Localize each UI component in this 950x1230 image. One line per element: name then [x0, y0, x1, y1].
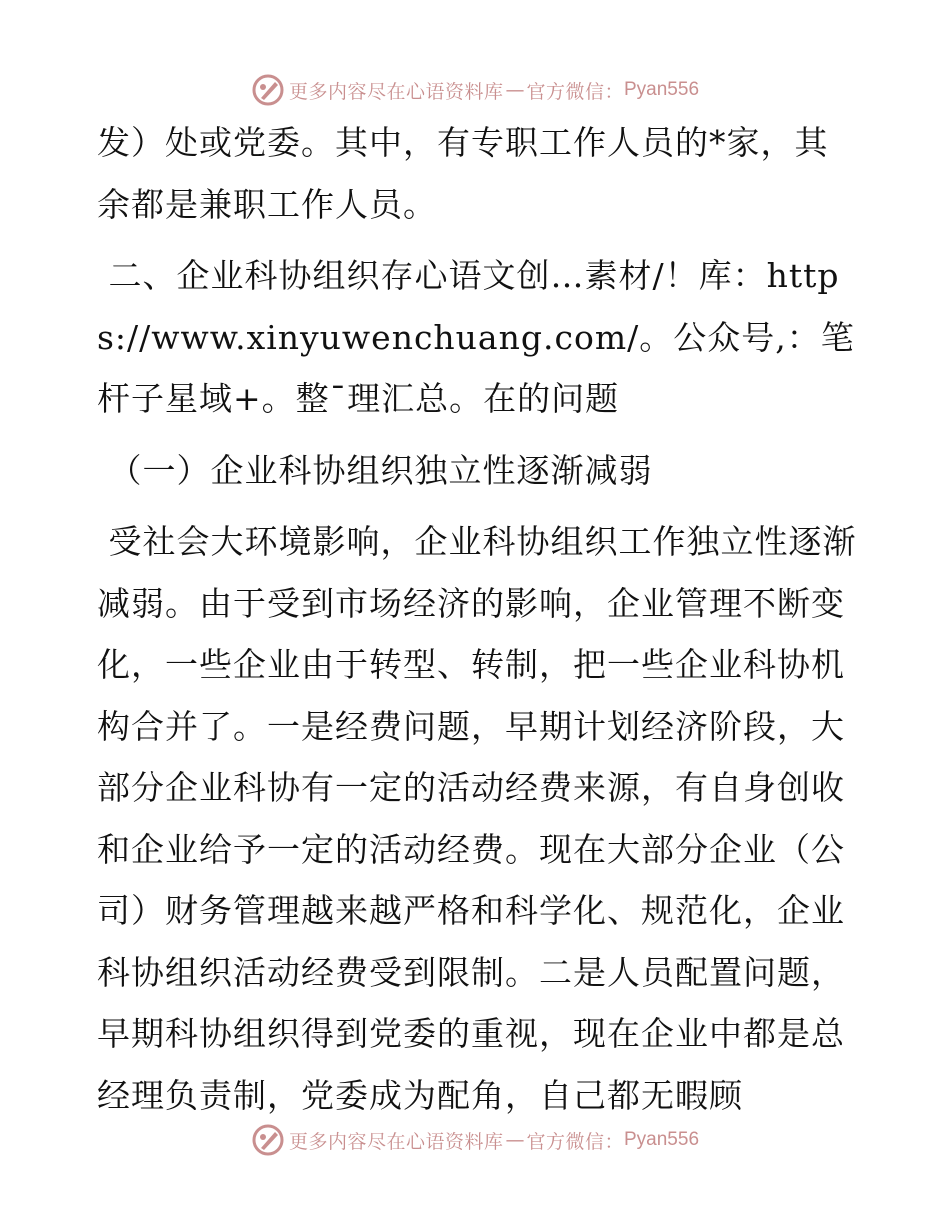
watermark-id: Pyan556	[624, 1129, 700, 1150]
watermark-text: 更多内容尽在心语资料库	[288, 1130, 504, 1153]
header-watermark	[0, 72, 950, 108]
watermark-separator: —	[505, 1129, 525, 1151]
paragraph-body: 受社会大环境影响，企业科协组织工作独立性逐渐减弱。由于受到市场经济的影响，企业管理不断变化，一些企业由于转型、转制，把一些企业科协机构合并了。一是经费问题，早期计划经济阶段，大部分企业科协有一定的活动经费来源，有自身创收和企业给予一定的活动经费。现在大部分企业（公司）财务管理越来越严格和科学化、规范化，企业科协组织活动经费受到限制。二是人员配置问题，早期科协组织得到党委的重视，现在企业中都是总经理负责制，党委成为配角，自己都无暇顾	[97, 522, 857, 1115]
footer-watermark	[0, 1122, 950, 1158]
paragraph-section-heading: 二、企业科协组织存心语文创…素材/！库：https://www.xinyuwenchuang.com/。公众号,：笔杆子星域+。整¯理汇总。在的问题	[97, 256, 855, 418]
watermark-label: 官方微信：	[526, 1130, 624, 1153]
watermark-text: 更多内容尽在心语资料库	[288, 80, 504, 103]
paragraph-subheading: （一）企业科协组织独立性逐渐减弱	[97, 450, 653, 490]
watermark-separator: —	[505, 79, 525, 101]
quill-seal-logo-icon	[251, 73, 285, 107]
quill-seal-logo-icon	[251, 1123, 285, 1157]
document-body	[97, 112, 857, 1126]
paragraph-1: 发）处或党委。其中，有专职工作人员的*家，其余都是兼职工作人员。	[97, 123, 829, 224]
watermark-id: Pyan556	[624, 79, 700, 100]
watermark-label: 官方微信：	[526, 80, 624, 103]
